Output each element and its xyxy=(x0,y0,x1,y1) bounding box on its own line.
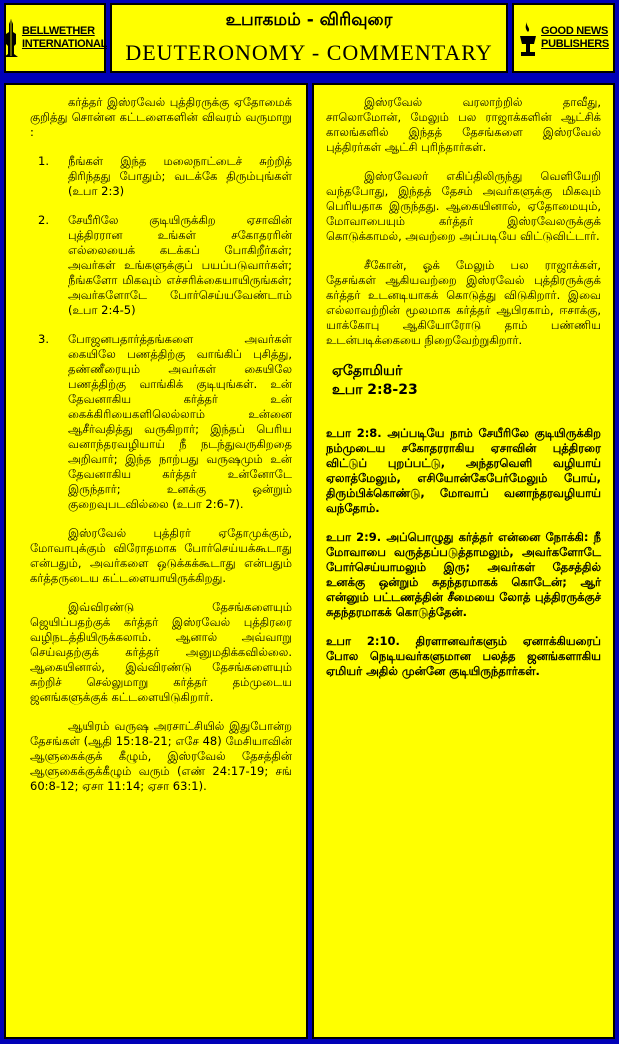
bellwether-logo[interactable] xyxy=(4,3,106,73)
list-item xyxy=(30,154,292,199)
left-paragraph-3: ஆயிரம் வருஷ அரசாட்சியில் இதுபோன்ற தேசங்கள் (ஆதி 15:18-21; எசே 48) மேசியாவின் ஆளுகைக்குக் கீழும், இஸ்ரவேல் தேசத்தின் ஆளுகைக்குக்கீழும் வரும் (எண் 24:17-19; சங் 60:8-12; ஏசா 11:14; ஏசா 63:1). xyxy=(30,719,292,793)
list-text: நீங்கள் இந்த மலைநாட்டைச் சுற்றித் திரிந்தது போதும்; வடக்கே திரும்புங்கள் (உபா 2:3) xyxy=(68,154,292,198)
right-paragraph-2: இஸ்ரவேலர் எகிப்திலிருந்து வெளியேறி வந்தபோது, இந்தத் தேசம் அவர்களுக்கு மிகவும் பெரியதாக இருந்தது. ஆகையினால், ஏதோமையும், மோவாபையும் கர்த்தர் இஸ்ரவேலருக்குக் கொடுக்காமல், அவற்றை அப்படியே விட்டுவிட்டார். xyxy=(326,169,601,243)
logo-left-line1: BELLWETHER xyxy=(21,25,95,37)
section-heading xyxy=(332,362,601,400)
heading-title: ஏதோமியர் xyxy=(332,363,403,379)
logo-left-line2: INTERNATIONAL xyxy=(21,38,108,50)
list-number: 3. xyxy=(38,332,49,346)
right-column xyxy=(312,83,615,1039)
left-paragraph-2: இவ்விரண்டு தேசங்களையும் ஜெயிப்பதற்குக் கர்த்தர் இஸ்ரவேல் புத்திரரை வழிநடத்தியிருக்கலாம். ஆனால் அவ்வாறு செய்வதற்குக் கர்த்தர் அனுமதிக்கவில்லை. ஆகையினால், இவ்விரண்டு தேசங்களையும் சுற்றிச் செல்லுமாறு கர்த்தர் தம்முடைய ஜனங்களுக்குக் கட்டளையிடுகிறார். xyxy=(30,600,292,704)
title-box xyxy=(110,3,508,73)
list-item xyxy=(30,332,292,512)
title-tamil: உபாகமம் - விரிவுரை xyxy=(225,10,393,30)
lamp-icon xyxy=(518,18,538,58)
commandment-list xyxy=(30,154,292,512)
title-english: DEUTERONOMY - COMMENTARY xyxy=(125,40,493,65)
list-number: 2. xyxy=(38,213,49,227)
list-number: 1. xyxy=(38,154,49,168)
left-intro: கர்த்தர் இஸ்ரவேல் புத்திரருக்கு ஏதோமைக் குறித்து சொன்ன கட்டளைகளின் விவரம் வருமாறு : xyxy=(30,95,292,139)
right-paragraph-1: இஸ்ரவேல் வரலாற்றில் தாவீது, சாலொமோன், மேலும் பல ராஜாக்களின் ஆட்சிக் காலங்களில் இந்தத் தேசங்களை இஸ்ரவேல் புத்திரர்கள் ஆட்சி புரிந்தார்கள். xyxy=(326,95,601,154)
bellwether-ship-icon xyxy=(3,18,19,58)
verse-2-8: உபா 2:8. அப்படியே நாம் சேயீரிலே குடியிருக்கிற நம்முடைய சகோதரராகிய ஏசாவின் புத்திரரை விட்டுப் புறப்பட்டு, அந்தரவெளி வழியாய் ஏலாத்மேலும், எசியோன்கேபேர்மேலும் போய், திரும்பிக்கொண்டு, மோவாப் வனாந்தரவழியாய் வந்தோம். xyxy=(326,426,601,515)
left-column xyxy=(4,83,308,1039)
logo-right-line2: PUBLISHERS xyxy=(541,38,609,50)
verse-2-9: உபா 2:9. அப்பொழுது கர்த்தர் என்னை நோக்கி: நீ மோவாபை வருத்தப்படுத்தாமலும், அவர்களோடே போர்செய்யாமலும் இரு; அவர்கள் தேசத்தில் உனக்கு ஒன்றும் சுதந்தரமாகக் கொடேன்; ஆர் என்னும் பட்டணத்தின் சீமையை லோத் புத்திரருக்குச் சுதந்தரமாகக் கொடுத்தேன். xyxy=(326,530,601,619)
logo-right-line1: GOOD NEWS xyxy=(541,25,609,37)
header xyxy=(0,0,619,78)
good-news-logo[interactable] xyxy=(512,3,615,73)
list-item xyxy=(30,213,292,318)
list-text: போஜனபதார்த்தங்களை அவர்கள் கையிலே பணத்திற்கு வாங்கிப் புசித்து, தண்ணீரையும் அவர்கள் கையிலே பணத்திற்கு வாங்கிக் குடியுங்கள். உன் தேவனாகிய கர்த்தர் உன் கைக்கிரியைகளிலெல்லாம் உன்னை ஆசீர்வதித்து வருகிறார்; இந்தப் பெரிய வனாந்தரவழியாய் நீ நடந்துவருகிறதை அறிவார்; இந்த நாற்பது வருஷமும் உன் தேவனாகிய கர்த்தர் உன்னோடே இருந்தார்; உனக்கு ஒன்றும் குறைவுபடவில்லை (உபா 2:6-7). xyxy=(68,332,292,511)
left-paragraph-1: இஸ்ரவேல் புத்திரர் ஏதோமுக்கும், மோவாபுக்கும் விரோதமாக போர்செய்யக்கூடாது என்பதும், அவர்களை ஒடுக்கக்கூடாது என்பதும் கர்த்தருடைய கட்டளையாயிருக்கிறது. xyxy=(30,526,292,585)
heading-reference: உபா 2:8-23 xyxy=(332,382,418,398)
list-text: சேயீரிலே குடியிருக்கிற ஏசாவின் புத்திரரான உங்கள் சகோதரரின் எல்லையைக் கடக்கப் போகிறீர்கள்; அவர்கள் உங்களுக்குப் பயப்படுவார்கள்; நீங்களோ மிகவும் எச்சரிக்கையாயிருங்கள்; அவர்களோடே போர்செய்யவேண்டாம் (உபா 2:4-5) xyxy=(68,213,292,317)
right-paragraph-3: சீகோன், ஓக் மேலும் பல ராஜாக்கள், தேசங்கள் ஆகியவற்றை இஸ்ரவேல் புத்திரருக்குக் கர்த்தர் உடனடியாகக் கொடுத்து விடுகிறார். இவை எல்லாவற்றின் மூலமாக கர்த்தர் ஆபிரகாம், ஈசாக்கு, யாக்கோபு ஆகியோரோடு தாம் பண்ணிய உடன்படிக்கையை நிறைவேற்றுகிறார். xyxy=(326,258,601,347)
verse-2-10: உபா 2:10. திரளானவர்களும் ஏனாக்கியரைப் போல நெடியவர்களுமான பலத்த ஜனங்களாகிய ஏமியர் அதில் முன்னே குடியிருந்தார்கள். xyxy=(326,634,601,678)
